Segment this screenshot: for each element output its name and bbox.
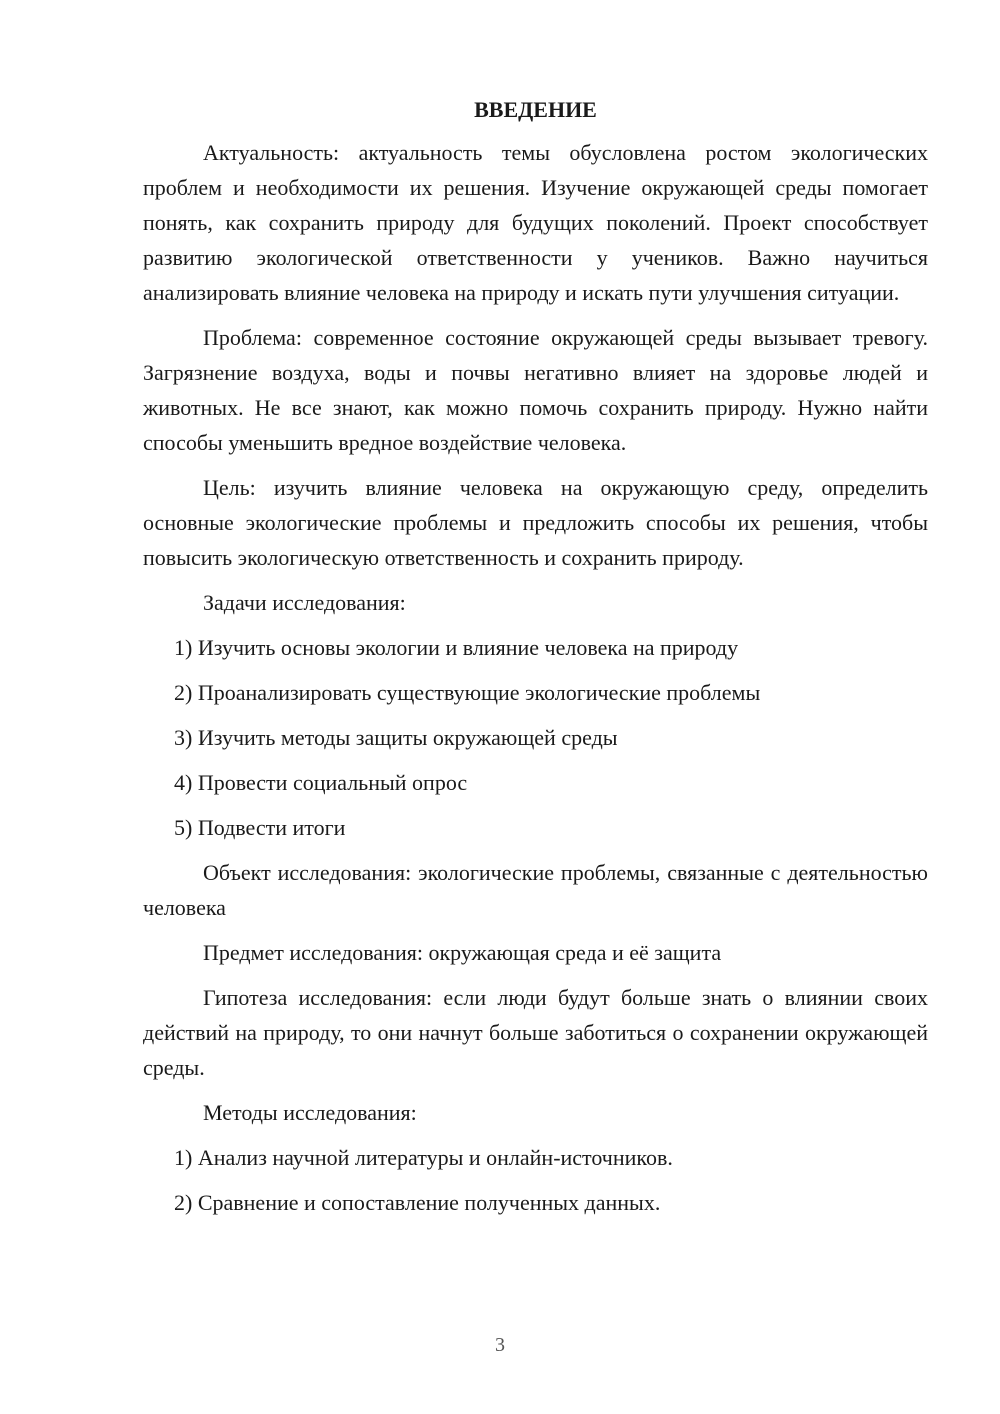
task-item: 1) Изучить основы экологии и влияние человека на природу bbox=[174, 635, 739, 660]
goal-paragraph: Цель: изучить влияние человека на окружающую среду, определить основные экологические проблемы и предложить способы их решения, чтобы повысить экологическую ответственность и сохранить природу. bbox=[143, 475, 928, 570]
methods-list bbox=[143, 1140, 928, 1220]
document-page bbox=[143, 92, 928, 1230]
page-title: ВВЕДЕНИЕ bbox=[474, 97, 597, 122]
hypothesis-paragraph: Гипотеза исследования: если люди будут больше знать о влиянии своих действий на природу, то они начнут больше заботиться о сохранении окружающей среды. bbox=[143, 985, 928, 1080]
task-item: 4) Провести социальный опрос bbox=[174, 770, 468, 795]
tasks-heading: Задачи исследования: bbox=[203, 590, 406, 615]
methods-heading: Методы исследования: bbox=[203, 1100, 417, 1125]
method-item: 2) Сравнение и сопоставление полученных данных. bbox=[174, 1190, 661, 1215]
page-number: 3 bbox=[495, 1334, 505, 1356]
tasks-list bbox=[143, 630, 928, 845]
problem-paragraph: Проблема: современное состояние окружающей среды вызывает тревогу. Загрязнение воздуха, воды и почвы негативно влияет на здоровье людей и животных. Не все знают, как можно помочь сохранить природу. Нужно найти способы уменьшить вредное воздействие человека. bbox=[143, 325, 928, 455]
method-item: 1) Анализ научной литературы и онлайн-источников. bbox=[174, 1145, 673, 1170]
object-paragraph: Объект исследования: экологические проблемы, связанные с деятельностью человека bbox=[143, 860, 928, 920]
task-item: 5) Подвести итоги bbox=[174, 815, 346, 840]
task-item: 2) Проанализировать существующие экологические проблемы bbox=[174, 680, 761, 705]
task-item: 3) Изучить методы защиты окружающей среды bbox=[174, 725, 618, 750]
subject-paragraph: Предмет исследования: окружающая среда и её защита bbox=[203, 940, 722, 965]
relevance-paragraph: Актуальность: актуальность темы обусловлена ростом экологических проблем и необходимости их решения. Изучение окружающей среды помогает понять, как сохранить природу для будущих поколений. Проект способствует развитию экологической ответственности у учеников. Важно научиться анализировать влияние человека на природу и искать пути улучшения ситуации. bbox=[143, 140, 928, 305]
